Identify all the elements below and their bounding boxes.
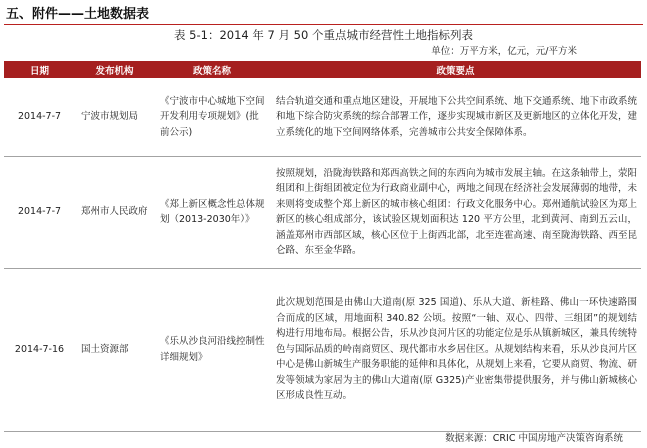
table-row: [4, 78, 641, 156]
row-policy-name: 《宁波市中心城地下空间开发利用专项规划》(批前公示): [154, 78, 270, 156]
table-header-row: [4, 61, 641, 78]
table-caption: 表 5-1：2014 年 7 月 50 个重点城市经营性土地指标列表: [174, 28, 473, 42]
data-source-note: 数据来源：CRIC 中国房地产决策咨询系统: [445, 433, 623, 444]
row-policy-points: 结合轨道交通和重点地区建设，开展地下公共空间系统、地下交通系统、地下市政系统和地下综合防灾系统的综合部署工作，逐步实现城市新区及更新地区的立体化开发，建立系统化的地下空间网络体系，完善城市公共安全保障体系。: [270, 78, 641, 156]
row-policy-name: 《乐从沙良河沿线控制性详细规划》: [154, 268, 270, 431]
row-policy-points: 按照规划，沿陇海铁路和郑西高铁之间的东西向为城市发展主轴。在这条轴带上，荥阳组团和上街组团被定位为行政商业副中心，两地之间现在经济社会发展薄弱的地带，未来则将变成整个郑上新区的城市核心组团：行政文化服务中心。郑州通航试验区为郑上新区的核心组成部分，该试验区规划面积达 120 平方公里，北到黄河、南到五云山，涵盖郑州市西部区域，核心区位于上街西北部，北至连霍高速、南至陇海铁路、西至昆仑路、东至金华路。: [270, 156, 641, 268]
row-date: 2014-7-7: [4, 78, 75, 156]
header-org: 发布机构: [75, 61, 154, 78]
row-policy-points: 此次规划范围是由佛山大道南(原 325 国道)、乐从大道、新桂路、佛山一环快速路围合而成的区域，用地面积 340.82 公顷。按照“一轴、双心、四带、三组团”的规划结构进行用地布局。根据公告，乐从沙良河片区的功能定位是乐从镇新城区，兼具传统特色与国际品质的岭南商贸区、现代都市水乡居住区。从规划结构来看，乐从沙良河片区中心是佛山新城生产服务职能的延伸和具体化，从规划上来看，它要从商贸、物流、研发等领域为家居为主的佛山大道南(原 G325)产业密集带提供服务，并与佛山新城核心区形成良性互动。: [270, 268, 641, 431]
unit-note: 单位：万平方米，亿元，元/平方米: [431, 46, 577, 57]
land-policy-table: [4, 61, 641, 432]
row-org: 宁波市规划局: [75, 78, 154, 156]
header-name: 政策名称: [154, 61, 270, 78]
row-org: 国土资源部: [75, 268, 154, 431]
table-row: [4, 268, 641, 431]
row-date: 2014-7-7: [4, 156, 75, 268]
section-divider: [4, 24, 643, 25]
row-org: 郑州市人民政府: [75, 156, 154, 268]
header-points: 政策要点: [270, 61, 641, 78]
header-date: 日期: [4, 61, 75, 78]
table-row: [4, 156, 641, 268]
row-policy-name: 《郑上新区概念性总体规划（2013-2030年）》: [154, 156, 270, 268]
row-date: 2014-7-16: [4, 268, 75, 431]
section-title: 五、附件——土地数据表: [6, 7, 150, 22]
